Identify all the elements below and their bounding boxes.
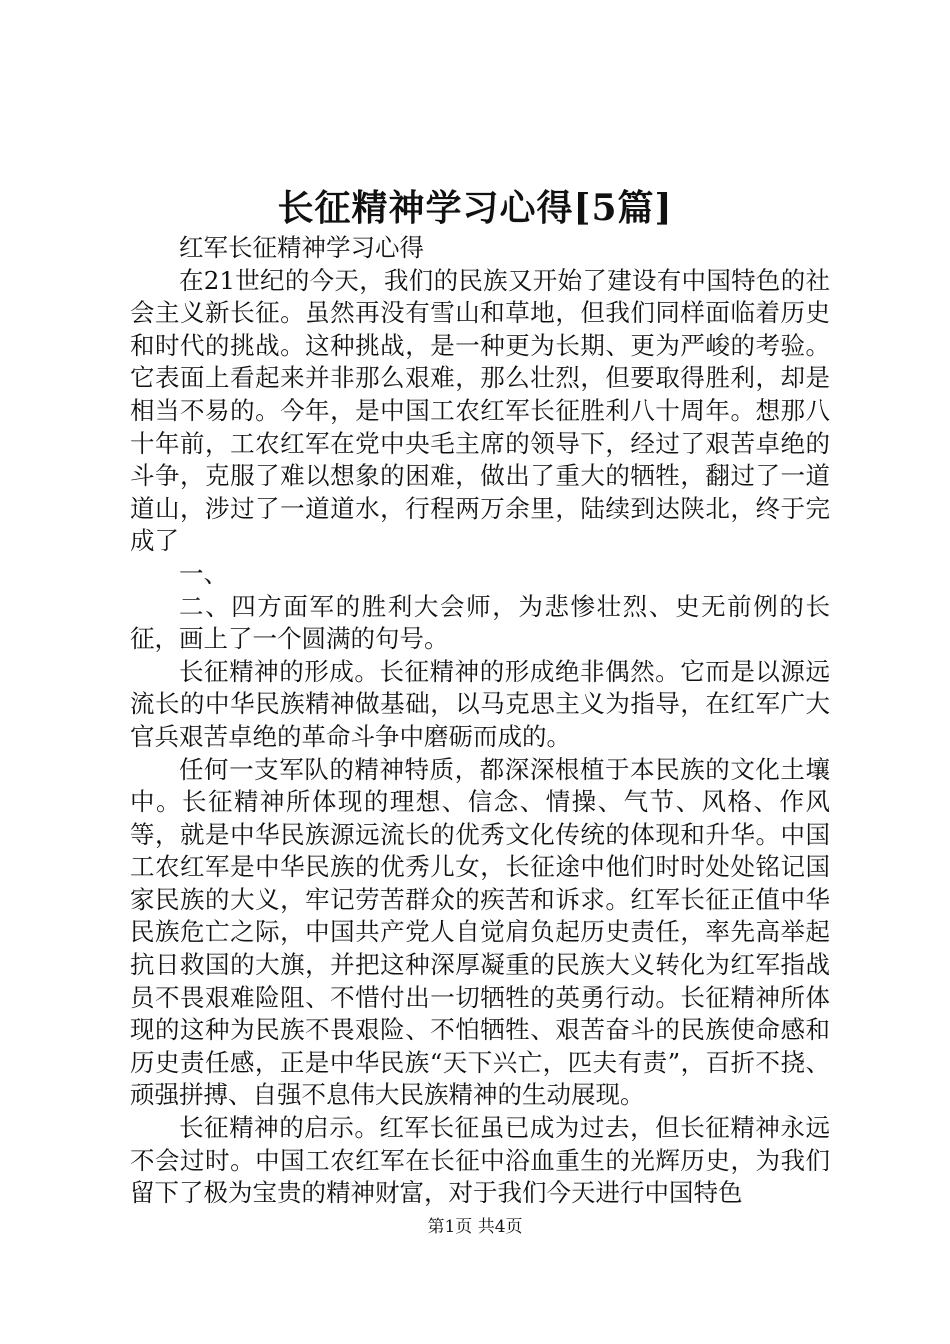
document-body [130,232,830,1210]
paragraph: 长征精神的形成。长征精神的形成绝非偶然。它而是以源远流长的中华民族精神做基础，以马克思主义为指导，在红军广大官兵艰苦卓绝的革命斗争中磨砺而成的。 [130,656,830,751]
paragraph: 在21世纪的今天，我们的民族又开始了建设有中国特色的社会主义新长征。虽然再没有雪山和草地，但我们同样面临着历史和时代的挑战。这种挑战，是一种更为长期、更为严峻的考验。它表面上看起来并非那么艰难，那么壮烈，但要取得胜利，却是相当不易的。今年，是中国工农红军长征胜利八十周年。想那八十年前，工农红军在党中央毛主席的领导下，经过了艰苦卓绝的斗争，克服了难以想象的困难，做出了重大的牺牲，翻过了一道道山，涉过了一道道水，行程两万余里，陆续到达陕北，终于完成了 [130,265,830,556]
page-footer: 第1页 共4页 [427,1217,523,1237]
paragraph: 二、四方面军的胜利大会师，为悲惨壮烈、史无前例的长征，画上了一个圆满的句号。 [130,591,830,654]
paragraph: 长征精神的启示。红军长征虽已成为过去，但长征精神永远不会过时。中国工农红军在长征中浴血重生的光辉历史，为我们留下了极为宝贵的精神财富，对于我们今天进行中国特色 [130,1113,830,1208]
paragraph: 任何一支军队的精神特质，都深深根植于本民族的文化土壤中。长征精神所体现的理想、信念、情操、气节、风格、作风等，就是中华民族源远流长的优秀文化传统的体现和升华。中国工农红军是中华民族的优秀儿女，长征途中他们时时处处铭记国家民族的大义，牢记劳苦群众的疾苦和诉求。红军长征正值中华民族危亡之际，中国共产党人自觉肩负起历史责任，率先高举起抗日救国的大旗，并把这种深厚凝重的民族大义转化为红军指战员不畏艰难险阻、不惜付出一切牺牲的英勇行动。长征精神所体现的这种为民族不畏艰险、不怕牺牲、艰苦奋斗的民族使命感和历史责任感，正是中华民族“天下兴亡，匹夫有责”，百折不挠、顽强拼搏、自强不息伟大民族精神的生动展现。 [130,754,830,1110]
paragraph: 一、 [179,558,228,588]
document-title: 长征精神学习心得[5篇] [277,187,673,229]
paragraph-subtitle: 红军长征精神学习心得 [179,233,424,262]
